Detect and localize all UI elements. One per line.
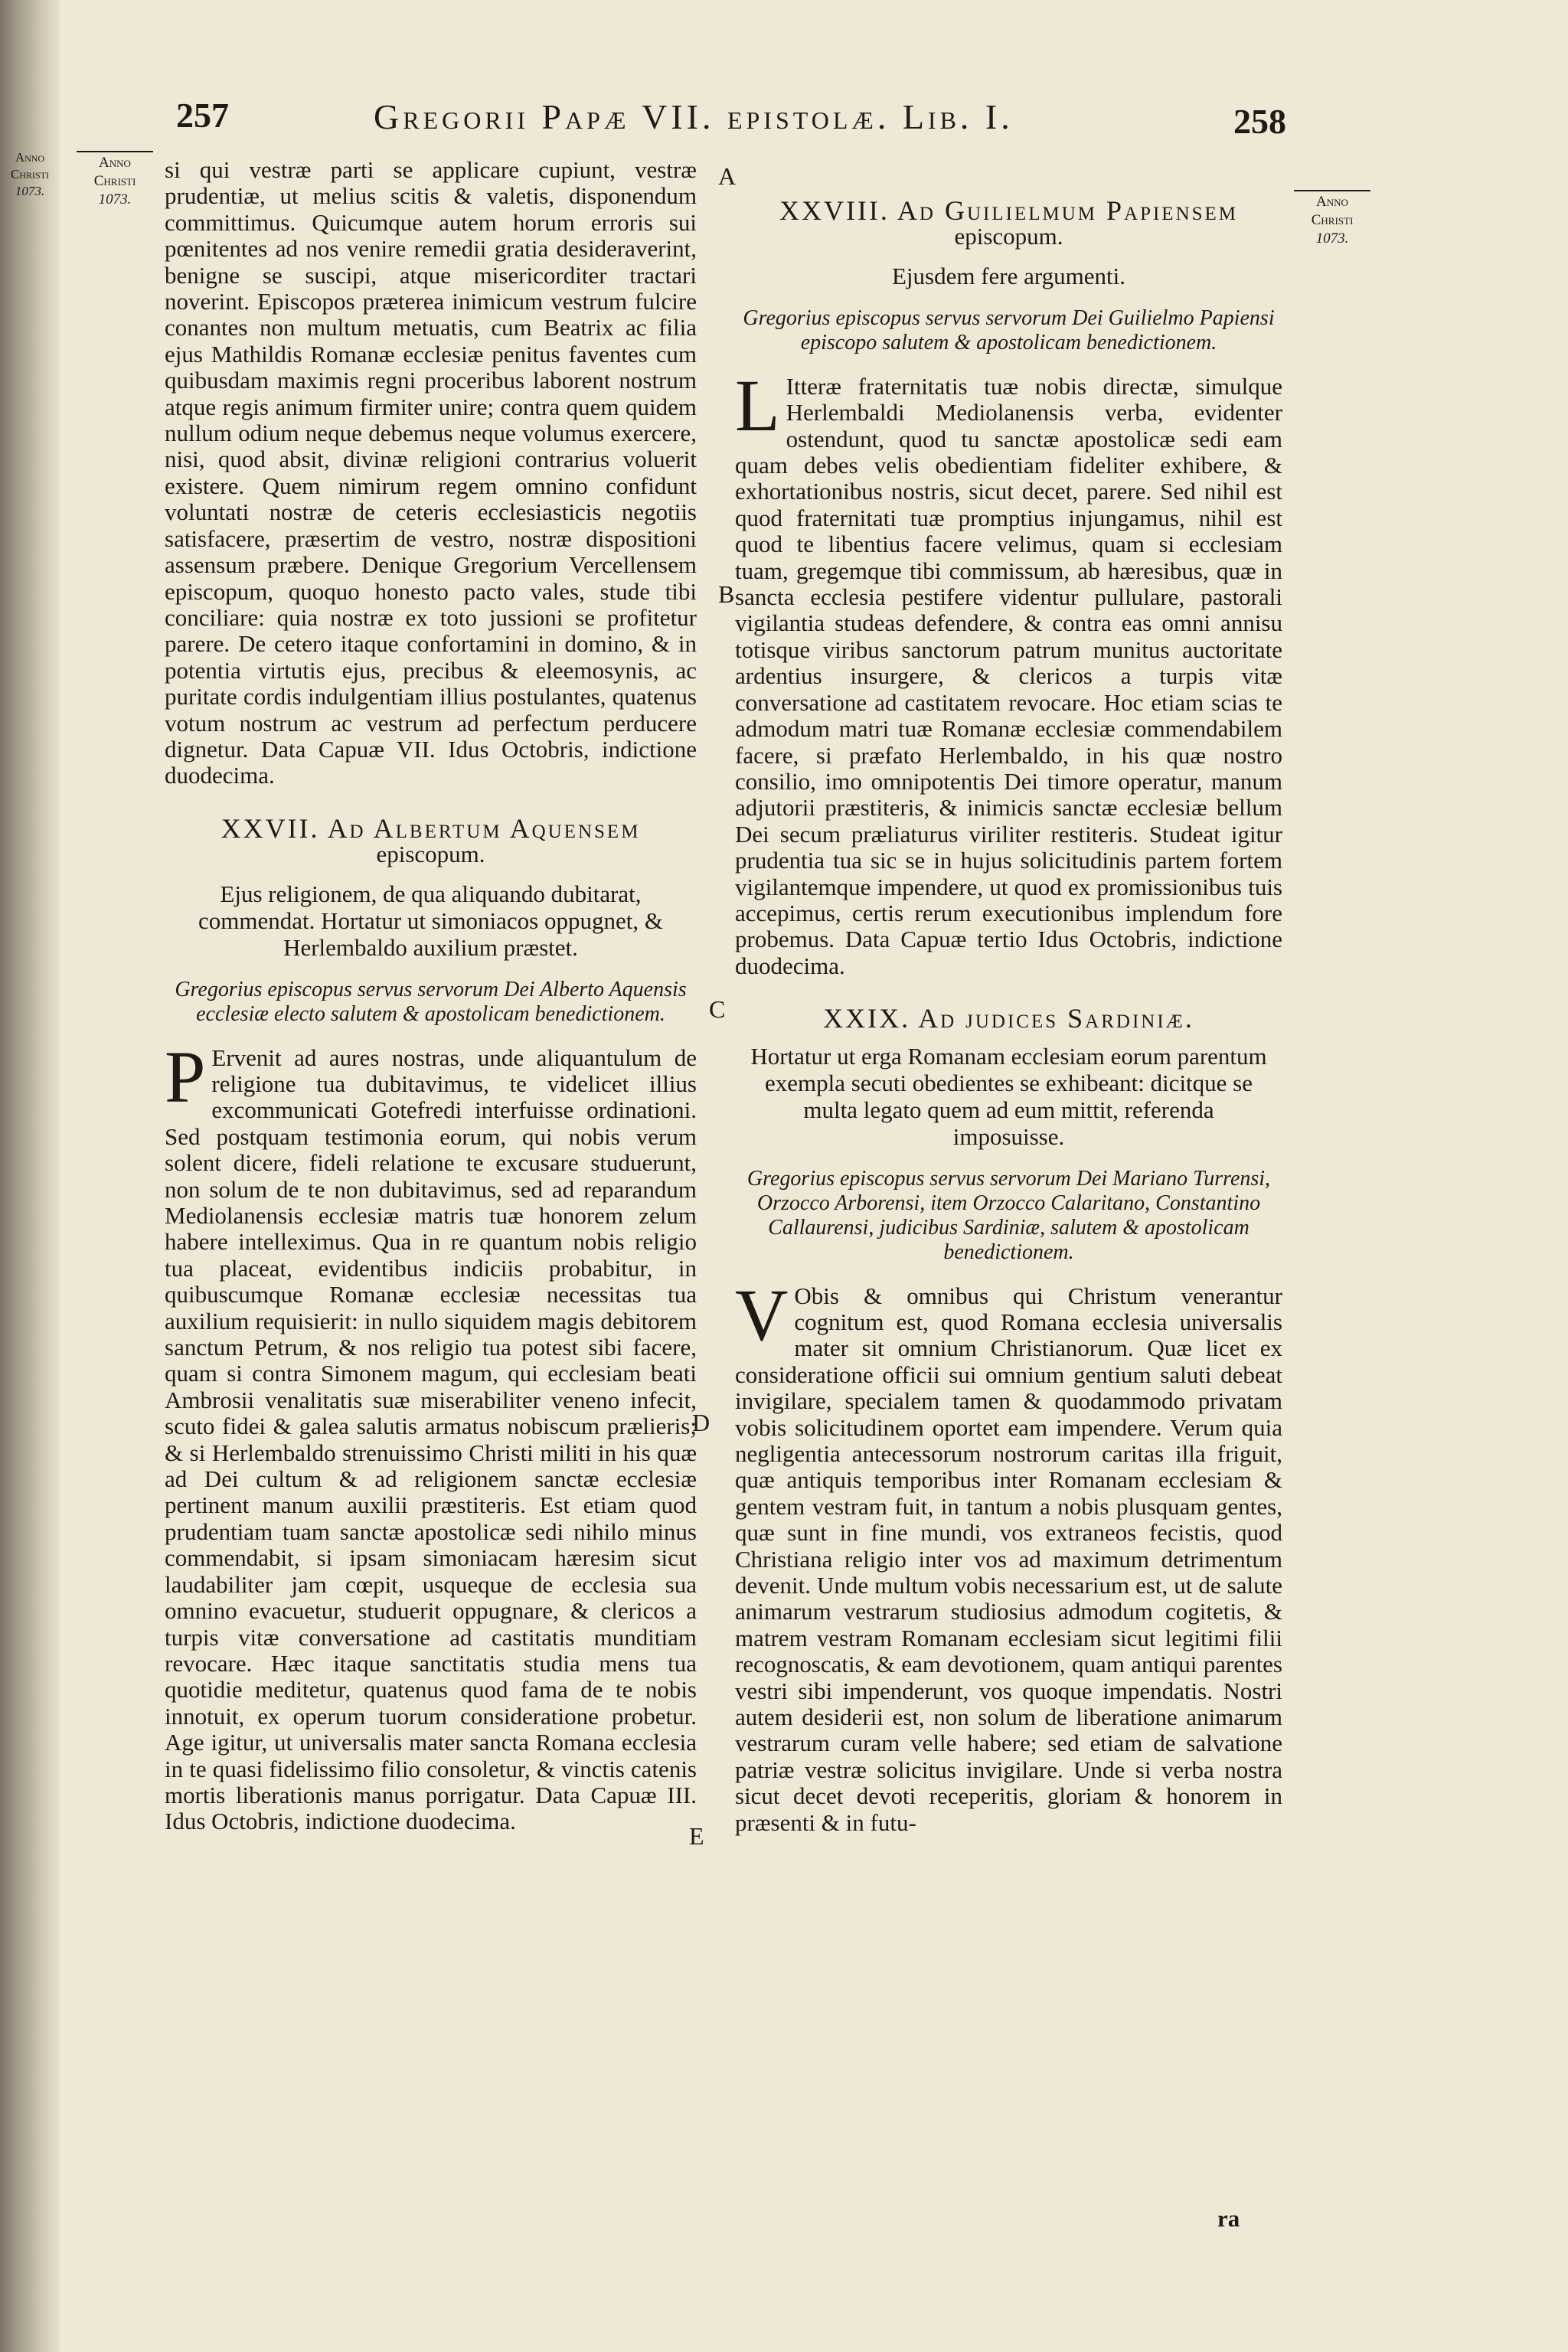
letter29-summary: Hortatur ut erga Romanam ecclesiam eorum parentum exempla secuti obedientes se exhibeant: dicitque se multa legato quem ad eum mittit, referenda imposuisse. xyxy=(750,1042,1267,1150)
letter28-salutation: Gregorius episcopus servus servorum Dei Guilielmo Papiensi episcopo salutem & apostolicam benedictionem. xyxy=(743,305,1275,354)
letter28-dropcap: L xyxy=(735,364,780,446)
page-header xyxy=(176,90,1286,144)
letter27-subtitle: episcopum. xyxy=(376,841,485,868)
letter28-summary: Ejusdem fere argumenti. xyxy=(891,262,1126,289)
margin-year-left: Anno Christi 1073. xyxy=(77,151,153,209)
letter29-text: Obis & omnibus qui Christum venerantur cognitum est, quod Romana ecclesia universalis mater sit omnium Christianorum. Quæ licet ex consideratione officii sui omnium gentium saluti debeat invigilare, specialem tamen & quodammodo privatam vobis solicitudinem oportet eam impendere. Verum quia negligentia antecessorum nostrorum caritas illa friguit, quæ antiquis temporibus inter Romanam ecclesiam & gentem vestram fuit, in tantum a nobis plusquam gentes, quæ sunt in fine mundi, vos extraneos fecistis, quod Christiana religio inter vos ad maximum detrimentum devenit. Unde multum vobis necessarium est, ut de salute animarum vestrarum studiosius admodum cogitetis, & matrem vestram Romanam ecclesiam sicut legitimi filii recognoscatis, & eam devotionem, quam antiqui parentes vestri sibi impenderunt, vos quoque impendatis. Nostri autem desiderii est, non solum de liberatione animarum vestrarum curam velle habere; sed etiam de salvatione patriæ vestræ solicitus invigilare. Unde si verba nostra sicut decet devoti receperitis, gloriam & honorem in præsenti & in futu- xyxy=(735,1282,1282,1836)
letter27-summary: Ejus religionem, de qua aliquando dubitarat, commendat. Hortatur ut simoniacos oppugnet, & Herlembaldo auxilium præstet. xyxy=(198,880,663,961)
margin-letter-d: D xyxy=(692,1409,710,1436)
letter28-body xyxy=(735,364,1282,979)
page-number-left: 257 xyxy=(176,96,229,135)
letter29-salutation: Gregorius episcopus servus servorum Dei Mariano Turrensi, Orzocco Arborensi, item Orzocco Calaritano, Constantino Callaurensi, judicibus Sardiniæ, salutem & apostolicam benedictionem. xyxy=(746,1166,1271,1264)
letter27-text: Ervenit ad aures nostras, unde aliquantulum de religione tua dubitavimus, te videlicet illius excommunicati Gotefredi interfuisse ordinationi. Sed postquam testimonia eorum, qui nobis verum solent dicere, fideli relatione te excusare studuerunt, non solum de te non dubitavimus, sed ad reparandum Mediolanensis ecclesiæ matris tuæ honorem zelum habere intelleximus. Qua in re quantum nobis religio tua placeat, evidentibus indiciis probabitur, in quibuscumque Romanæ ecclesiæ necessitas tua auxilium requisierit: in nullo siquidem magis debitorem sanctum Petrum, & nos religio tua potest sibi facere, quam si contra Simonem magum, qui ecclesiam beati Ambrosii venalitatis suæ miserabiliter veneno infecit, scuto fidei & galea salutis armatus nobiscum prælieris; & si Herlembaldo strenuissimo Christi militi in his quæ ad Dei cultum & ad religionem sanctæ ecclesiæ pertinent manum auxilii præstiteris. Est etiam quod prudentiam tuam sanctæ apostolicæ sedi nihilo minus commendabit, si ipsam simoniacam hæresim sicut laudabiliter jam cœpit, usqueque de ecclesia sua omnino evacuetur, studuerit oppugnare, & clericos a turpis vitæ conversatione ad castitatis munditiam revocare. Hæc itaque sanctitatis studia mens tua quotidie meditetur, quatenus quod fama de te nobis innotuit, ex operum tuorum consideratione probetur. Age igitur, ut universalis mater sancta Romana ecclesia in te quasi fidelissimo filio consoletur, & vinctis catenis mortis liberationis manus porrigatur. Data Capuæ III. Idus Octobris, indictione duodecima. xyxy=(165,1044,697,1835)
letter27-title: XXVII. Ad Albertum Aquensem xyxy=(220,812,641,844)
margin-letter-e: E xyxy=(689,1822,704,1850)
letter27-salutation: Gregorius episcopus servus servorum Dei Alberto Aquensis ecclesiæ electo salutem & apostolicam benedictionem. xyxy=(175,977,687,1026)
letter29-body xyxy=(735,1273,1282,1837)
letter26-continuation: si qui vestræ parti se applicare cupiunt, vestræ prudentiæ, ut melius scitis & valetis, disponendum committimus. Quicumque autem horum erroris sui pœnitentes ad nos venire remedii gratia desideraverint, benigne se suscipi, atque misericorditer tractari noverint. Episcopos præterea inimicum vestrum fulcire conantes non multum metuatis, cum Beatrix ac filia ejus Mathildis Romanæ ecclesiæ penitus faventes cum quibusdam maximis regni proceribus laborent nostrum atque regis animum firmiter unire; contra quem quidem nullum odium neque debemus neque volumus exercere, nisi, quod absit, divinæ religioni contrarius voluerit existere. Quem nimirum regem omnino confidunt voluntati nostræ de ceteris ecclesiasticis negotiis satisfacere, præsertim de vestro, nostræ dispositioni assensum præbere. Denique Gregorium Vercellensem episcopum, quoquo honesto pacto vales, stude tibi conciliare: quia nostræ ex toto jussioni se profitetur parere. De cetero itaque confortamini in domino, & in potentia virtutis ejus, precibus & eleemosynis, ac puritate cordis indulgentiam illius postulantes, quatenus votum nostrum ac vestrum ad perfectum perducere dignetur. Data Capuæ VII. Idus Octobris, indictione duodecima. xyxy=(165,156,697,789)
left-column xyxy=(165,157,697,1835)
binding-gutter xyxy=(0,0,60,2352)
letter28-subtitle: episcopum. xyxy=(954,223,1063,250)
letter28-text: Itteræ fraternitatis tuæ nobis directæ, simulque Herlembaldi Mediolanensis verba, evidenter ostendunt, quod tu sanctæ apostolicæ sedi eam quam debes velis obedientiam fideliter exhibere, & exhortationibus nostris, sicut decet, parere. Sed nihil est quod fraternitati tuæ promptius injungamus, nihil est quod te libentius facere velimus, quam si ecclesiam tuam, gregemque tibi commissum, ab hæresibus, quæ in sancta ecclesia pestifere videntur pullulare, pastorali vigilantia studeas defendere, & contra eas omni annisu totisque viribus sanctorum patrum munitus auctoritate ardentius insurgere, & clericos a turpis vitæ conversatione ad castitatem revocare. Hoc etiam scias te admodum matri tuæ Romanæ ecclesiæ commendabilem facere, si præfato Herlembaldo, in his quæ nostro consilio, imo omnipotentis Dei timore operatur, manum adjutorii præstiteris, & inimicis sanctæ ecclesiæ bellum Dei secum præliaturus viriliter restiteris. Studeat igitur prudentia tua sic se in hujus solicitudinis partem fortem vigilantemque impendere, ut quod ex promissionibus tuis accepimus, certis rerum executionibus implendum fore probemus. Data Capuæ tertio Idus Octobris, indictione duodecima. xyxy=(735,372,1282,979)
margin-year-right: Anno Christi 1073. xyxy=(1294,190,1370,248)
gutter-margin-note: Anno Christi 1073. xyxy=(10,150,49,198)
catchword: ra xyxy=(1217,2205,1240,2232)
letter28-title: XXVIII. Ad Guilielmum Papiensem xyxy=(779,195,1239,226)
letter29-title: XXIX. Ad judices Sardiniæ. xyxy=(823,1003,1194,1034)
page-number-right: 258 xyxy=(1233,102,1286,141)
letter29-dropcap: V xyxy=(735,1273,789,1356)
right-column xyxy=(735,195,1282,1836)
letter27-body xyxy=(165,1035,697,1835)
letter27-dropcap: P xyxy=(165,1035,206,1118)
margin-letter-a: A xyxy=(718,162,737,190)
running-head: Gregorii Papæ VII. epistolæ. Lib. I. xyxy=(374,97,1014,136)
margin-letter-c: C xyxy=(709,995,726,1023)
margin-letter-b: B xyxy=(718,580,735,608)
